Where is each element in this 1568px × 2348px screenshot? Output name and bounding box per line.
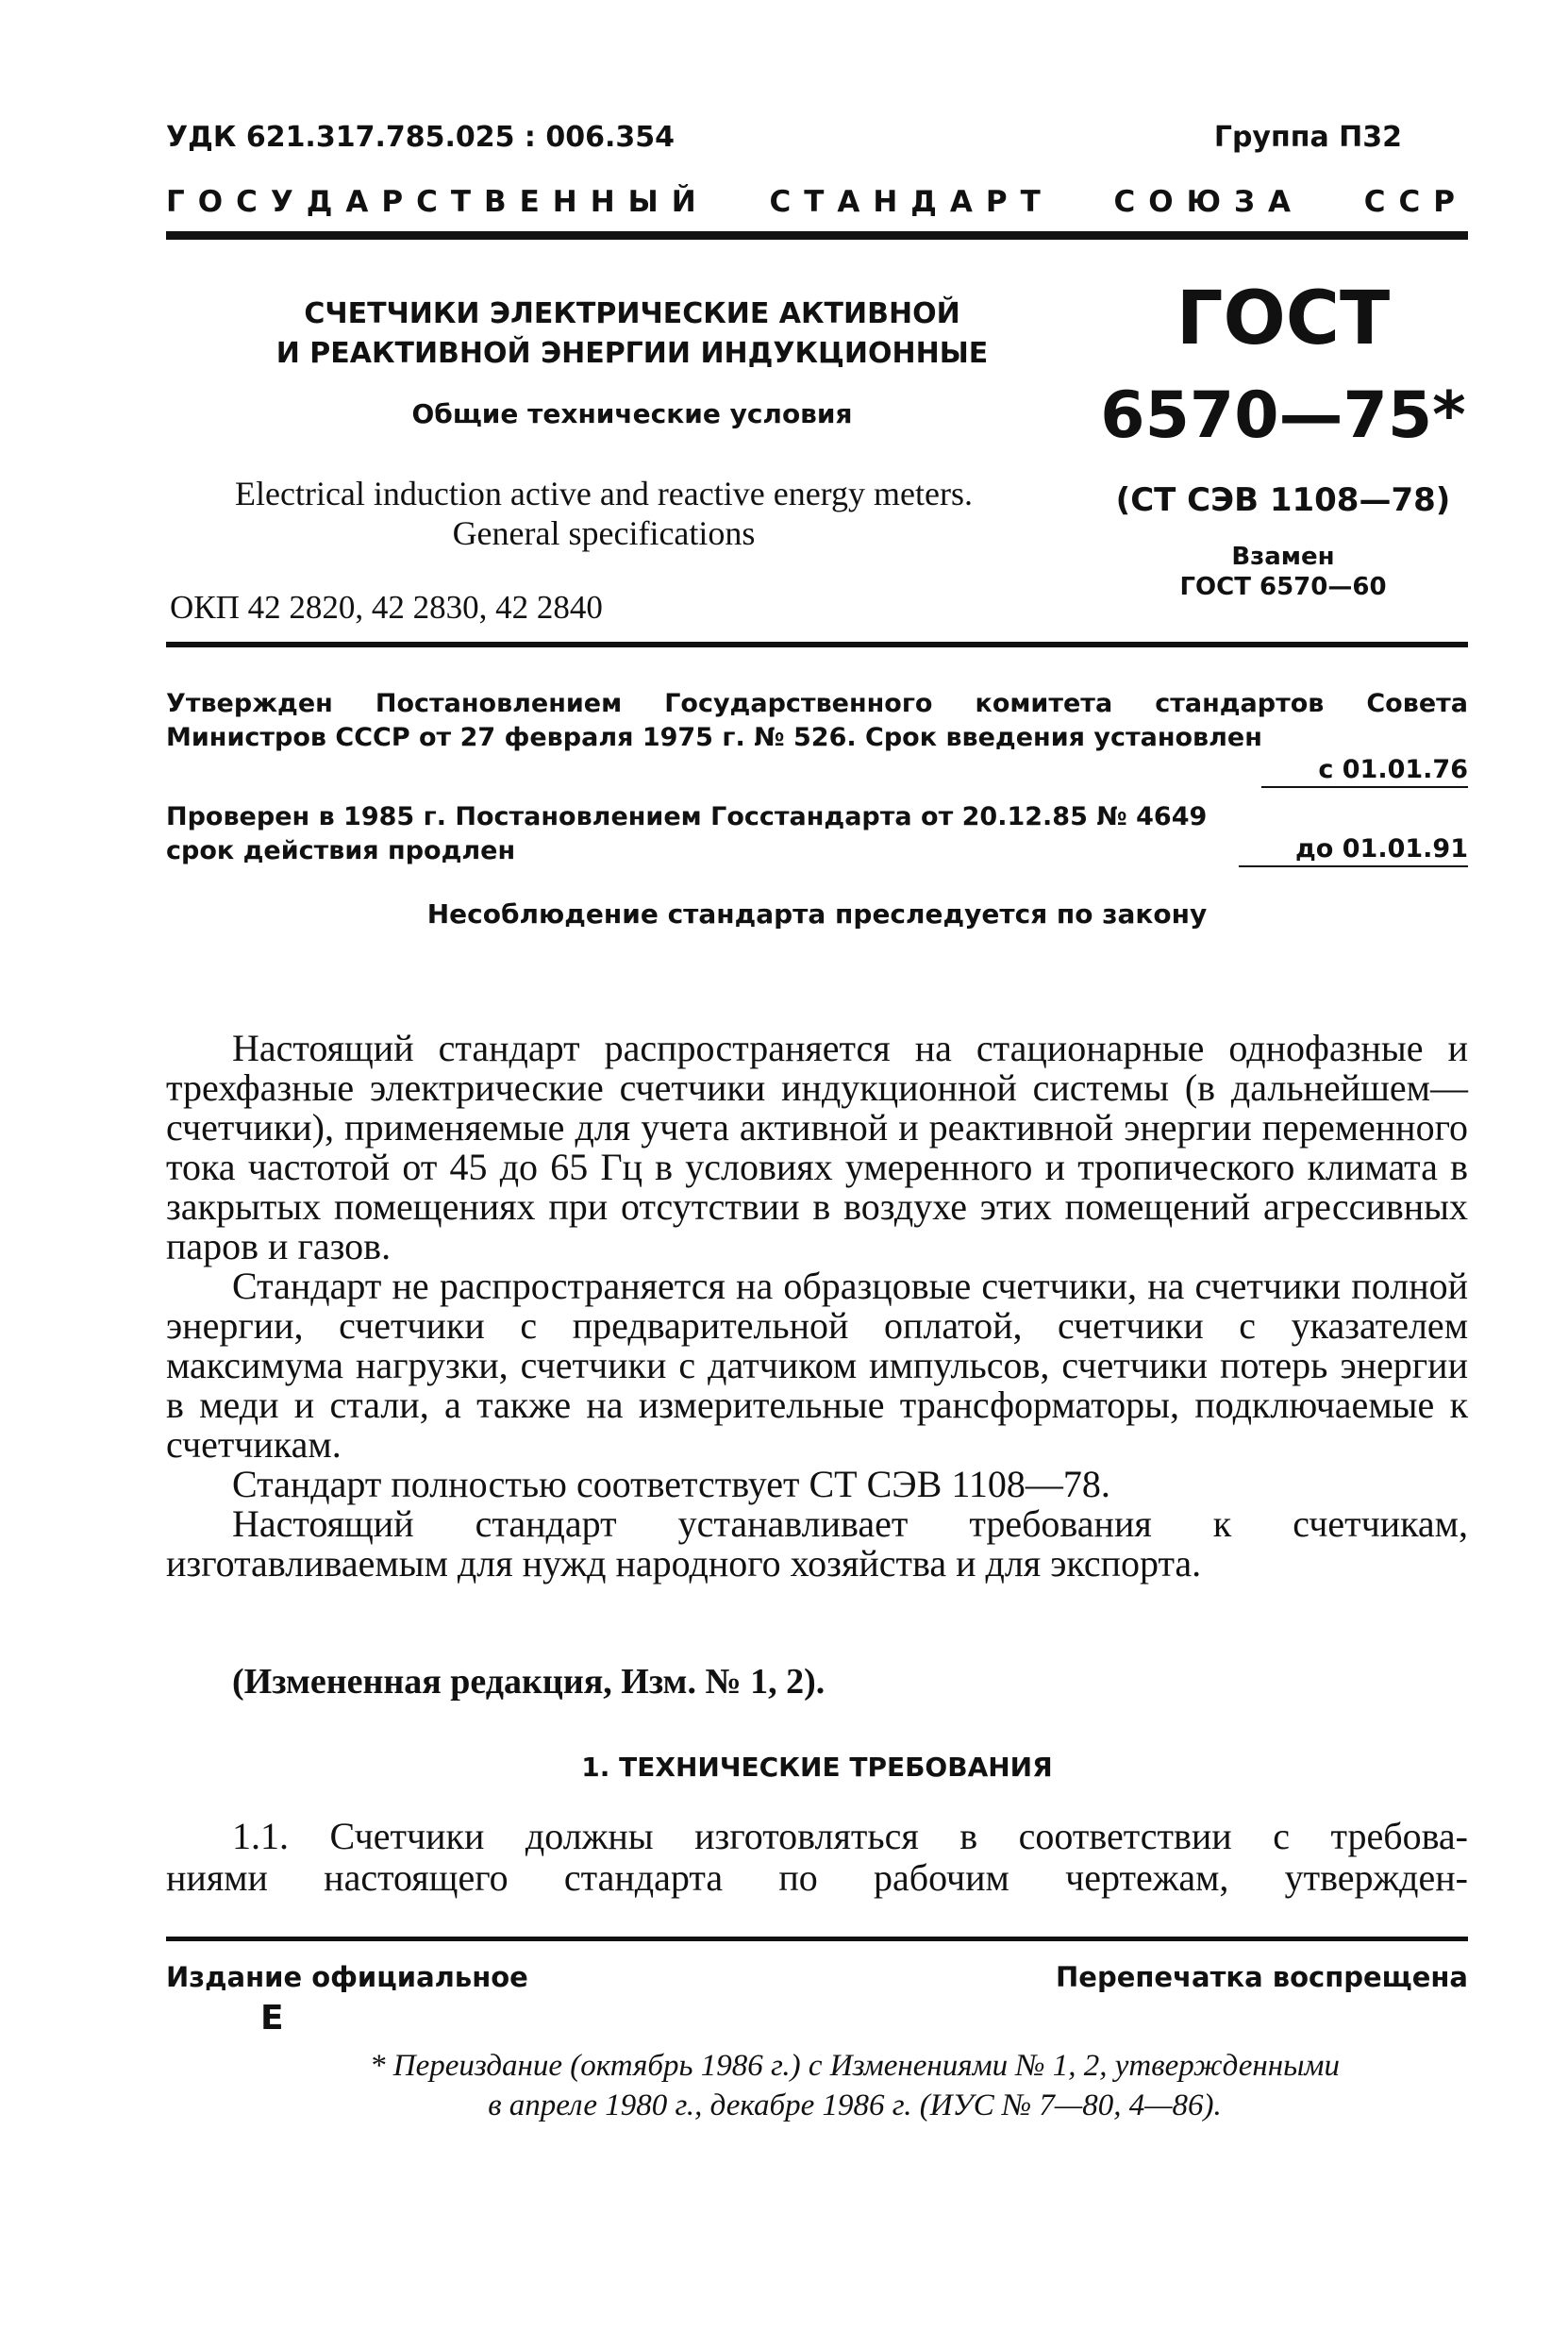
english-title — [170, 474, 1038, 553]
checked-text — [166, 800, 1279, 868]
replaces-standard: ГОСТ 6570—60 — [1179, 573, 1387, 601]
footnote-line-1: * Переиздание (октябрь 1986 г.) с Изменениями № 1, 2, утвержденными — [370, 2049, 1340, 2083]
body-text — [166, 1029, 1468, 1584]
reprint-notice: Перепечатка воспрещена — [1056, 1961, 1468, 1993]
bottom-rule — [166, 1937, 1468, 1941]
replaces-block — [1094, 542, 1472, 602]
title-line-2: И РЕАКТИВНОЙ ЭНЕРГИИ ИНДУКЦИОННЫЕ — [275, 337, 989, 370]
banner-word-4: ССР — [1363, 185, 1468, 219]
checked-line-1: Проверен в 1985 г. Постановлением Госстандарта от 20.12.85 № 4649 — [166, 802, 1208, 831]
document-subtitle: Общие технические условия — [411, 398, 853, 429]
footnote — [242, 2046, 1468, 2125]
checked-line-2: срок действия продлен — [166, 836, 516, 865]
english-title-line-1: Electrical induction active and reactive energy meters. — [235, 475, 973, 512]
group-code: Группа П32 — [1213, 121, 1402, 154]
udc-code: УДК 621.317.785.025 : 006.354 — [166, 121, 676, 154]
middle-rule — [166, 642, 1468, 647]
extended-date-value: до 01.01.91 — [1239, 834, 1468, 867]
gost-label: ГОСТ — [1176, 277, 1391, 361]
document-title — [236, 294, 1028, 374]
paragraph-1-1-line-2: ниями настоящего стандарта по рабочим чертежам, утвержден- — [166, 1856, 1468, 1899]
paragraph-1-1-line-1: 1.1. Счетчики должны изготовляться в соответствии с требова- — [232, 1815, 1468, 1857]
st-sev-number: (СТ СЭВ 1108—78) — [1115, 481, 1451, 519]
paragraph-1-1 — [166, 1816, 1468, 1899]
english-title-line-2: General specifications — [452, 514, 756, 552]
body-paragraph-4: Настоящий стандарт устанавливает требования к счетчикам, изготавливаемым для нужд народного хозяйства и для экспорта. — [166, 1502, 1468, 1585]
extended-date — [1239, 834, 1468, 867]
top-rule — [166, 231, 1468, 240]
okp-codes: ОКП 42 2820, 42 2830, 42 2840 — [170, 589, 603, 626]
amendment-note: (Измененная редакция, Изм. № 1, 2). — [232, 1662, 826, 1702]
state-standard-banner — [166, 185, 1468, 219]
gost-number: 6570—75* — [1100, 378, 1466, 453]
effective-date — [1261, 755, 1468, 788]
approval-text: Утвержден Постановлением Государственного комитета стандартов Совета Министров СССР от 27 февраля 1975 г. № 526. Срок введения установлен — [166, 689, 1468, 752]
footnote-line-2: в апреле 1980 г., декабре 1986 г. (ИУС № 7—80, 4—86). — [488, 2088, 1222, 2122]
banner-word-3: СОЮЗА — [1113, 185, 1305, 219]
edition-mark: Е — [260, 1999, 284, 2038]
effective-date-value: с 01.01.76 — [1261, 755, 1468, 788]
banner-word-2: СТАНДАРТ — [769, 185, 1054, 219]
replaces-label: Взамен — [1231, 543, 1335, 571]
body-paragraph-3: Стандарт полностью соответствует СТ СЭВ 1108—78. — [232, 1463, 1110, 1505]
body-paragraph-1: Настоящий стандарт распространяется на стационарные однофазные и трехфазные электрические счетчики индукционной системы (в дальнейшем—счетчики), применяемые для учета активной и реактивной энергии переменного тока частотой от 45 до 65 Гц в условиях умеренного и тропического климата в закрытых помещениях при отсутствии в воздухе этих помещений агрессивных паров и газов. — [166, 1027, 1468, 1267]
section-title: 1. ТЕХНИЧЕСКИЕ ТРЕБОВАНИЯ — [581, 1752, 1053, 1783]
body-paragraph-2: Стандарт не распространяется на образцовые счетчики, на счетчики полной энергии, счетчики с предварительной оплатой, счетчики с указателем максимума нагрузки, счетчики с датчиком импульсов, счетчики потерь энергии в меди и стали, а также на измерительные трансформаторы, подключаемые к счетчикам. — [166, 1265, 1468, 1466]
penalty-notice: Несоблюдение стандарта преследуется по закону — [426, 898, 1208, 930]
banner-word-1: ГОСУДАРСТВЕННЫЙ — [166, 185, 709, 219]
edition-label: Издание официальное — [166, 1961, 528, 1993]
title-line-1: СЧЕТЧИКИ ЭЛЕКТРИЧЕСКИЕ АКТИВНОЙ — [304, 297, 960, 330]
